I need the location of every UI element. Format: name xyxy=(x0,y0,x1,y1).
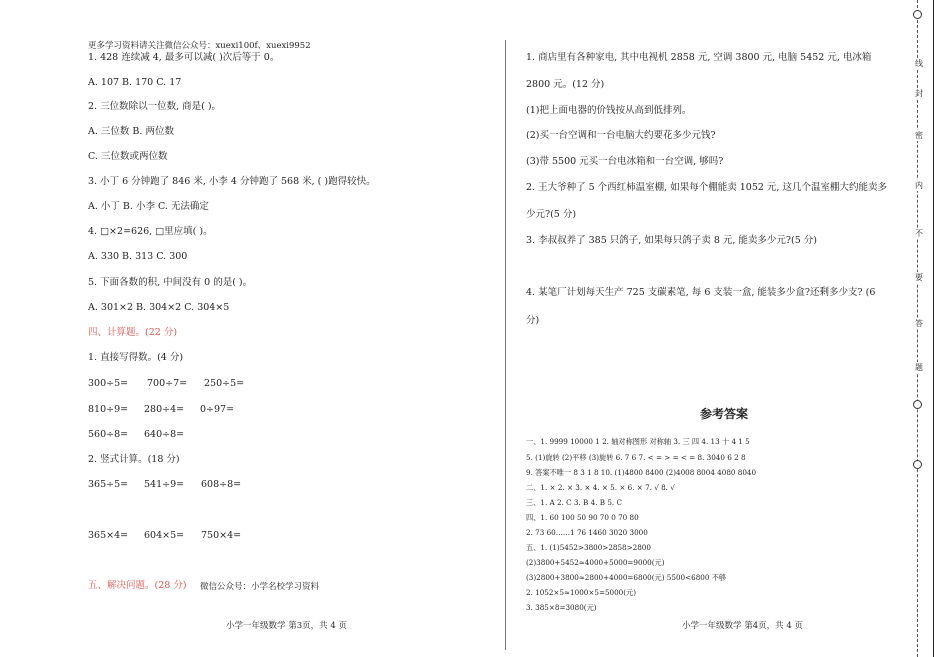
problem-1-line-2: 2800 元。(12 分) xyxy=(526,79,605,90)
binding-char: 封 xyxy=(912,88,926,99)
question-2-option-c: C. 三位数或两位数 xyxy=(88,151,168,162)
vertical-calc-item: 608÷8= xyxy=(201,479,242,490)
calc-item: 700÷7= xyxy=(147,378,188,389)
question-2: 2. 三位数除以一位数, 商是( )。 xyxy=(88,101,222,112)
answer-line: 2. 73 60……1 76 1460 3020 3000 xyxy=(526,528,648,537)
page-footer-left: 小学一年级数学 第3页，共 4 页 xyxy=(226,621,347,631)
vertical-calc-item: 365×4= xyxy=(88,530,129,541)
problem-4-line-2: 分) xyxy=(526,315,540,326)
binding-char: 不 xyxy=(912,228,926,239)
section-5-note: 微信公众号：小学名校学习资料 xyxy=(200,582,320,592)
binding-char: 要 xyxy=(912,272,926,283)
binding-char: 答 xyxy=(912,318,926,329)
problem-1-part-a: (1)把上面电器的价钱按从高到低排列。 xyxy=(526,105,692,116)
calc-2-title: 2. 竖式计算。(18 分) xyxy=(88,454,180,465)
question-4: 4. □×2=626, □里应填( )。 xyxy=(88,226,213,237)
question-1-options: A. 107 B. 170 C. 17 xyxy=(88,77,182,88)
question-1: 1. 428 连续减 4, 最多可以减( )次后等于 0。 xyxy=(88,52,280,63)
calc-item: 280÷4= xyxy=(144,404,185,415)
answer-line: 三、1. A 2. C 3. B 4. B 5. C xyxy=(526,498,622,507)
calc-1-title: 1. 直接写得数。(4 分) xyxy=(88,352,184,363)
question-2-options: A. 三位数 B. 两位数 xyxy=(88,126,174,137)
problem-4-line-1: 4. 某笔厂计划每天生产 725 支碳素笔, 每 6 支装一盒, 能装多少盒?还剩多少支? (6 xyxy=(526,287,876,298)
answer-line: 2. 1052×5≈1000×5=5000(元) xyxy=(526,588,637,597)
question-4-options: A. 330 B. 313 C. 300 xyxy=(88,251,188,262)
vertical-calc-item: 365÷5= xyxy=(88,479,129,490)
section-4-title: 四、计算题。(22 分) xyxy=(88,327,178,338)
problem-3: 3. 李叔叔养了 385 只鸽子, 如果每只鸽子卖 8 元, 能卖多少元?(5 分) xyxy=(526,235,817,246)
binding-char: 内 xyxy=(912,180,926,191)
question-5: 5. 下面各数的积, 中间没有 0 的是( )。 xyxy=(88,277,253,288)
problem-2-line-2: 少元?(5 分) xyxy=(526,209,577,220)
answer-line: 二、1. × 2. × 3. × 4. × 5. × 6. × 7. √ 8. √ xyxy=(526,483,675,492)
binding-char: 密 xyxy=(912,130,926,141)
calc-item: 810÷9= xyxy=(88,404,129,415)
page-divider xyxy=(505,40,506,650)
problem-1-part-c: (3)带 5500 元买一台电冰箱和一台空调, 够吗? xyxy=(526,156,724,167)
promo-header: 更多学习资料请关注微信公众号：xuexi100f、xuexi9952 xyxy=(88,41,311,51)
binding-border-line xyxy=(933,0,934,657)
vertical-calc-item: 750×4= xyxy=(201,530,242,541)
calc-item: 300÷5= xyxy=(88,378,129,389)
question-3-options: A. 小丁 B. 小李 C. 无法确定 xyxy=(88,201,209,212)
answer-line: 9. 答案不唯一 8 3 1 8 10. (1)4800 8400 (2)4008 8004 4080 8040 xyxy=(526,468,757,477)
calc-item: 560÷8= xyxy=(88,429,129,440)
calc-item: 0÷97= xyxy=(200,404,235,415)
answer-line: (2)3800+5452≈4000+5000=9000(元) xyxy=(526,558,665,567)
problem-1-part-b: (2)买一台空调和一台电脑大约要花多少元钱? xyxy=(526,130,716,141)
answer-line: (3)2800+3800≈2800+4000=6800(元) 5500<6800 不够 xyxy=(526,573,727,582)
binding-char: 题 xyxy=(912,362,926,373)
answer-key-title: 参考答案 xyxy=(700,407,749,421)
problem-2-line-1: 2. 王大爷种了 5 个西红柿温室棚, 如果每个棚能卖 1052 元, 这几个温室棚大约能卖多 xyxy=(526,182,887,193)
answer-line: 四、1. 60 100 50 90 70 0 70 80 xyxy=(526,513,639,522)
vertical-calc-item: 604×5= xyxy=(144,530,185,541)
answer-line: 五、1. (1)5452>3800>2858>2800 xyxy=(526,543,651,552)
answer-line: 5. (1)旋转 (2)平移 (3)旋转 6. 7 6 7. < = > = < = 8. 3040 6 2 8 xyxy=(526,453,746,462)
binding-hole-icon xyxy=(913,460,922,469)
binding-hole-icon xyxy=(913,10,922,19)
calc-item: 250÷5= xyxy=(204,378,245,389)
answer-line: 3. 385×8=3080(元) xyxy=(526,603,597,612)
calc-item: 640÷8= xyxy=(144,429,185,440)
problem-1-line-1: 1. 商店里有各种家电, 其中电视机 2858 元, 空调 3800 元, 电脑 5452 元, 电冰箱 xyxy=(526,52,872,63)
question-3: 3. 小丁 6 分钟跑了 846 米, 小李 4 分钟跑了 568 米, ( )跑得较快。 xyxy=(88,176,376,187)
binding-char: 线 xyxy=(912,58,926,69)
vertical-calc-item: 541÷9= xyxy=(144,479,185,490)
question-5-options: A. 301×2 B. 304×2 C. 304×5 xyxy=(88,302,230,313)
answer-line: 一、1. 9999 10000 1 2. 轴对称图形 对称轴 3. 三 四 4. 13 十 4 1 5 xyxy=(526,437,750,446)
section-5-title: 五、解决问题。(28 分) xyxy=(88,580,187,591)
page-footer-right: 小学一年级数学 第4页，共 4 页 xyxy=(682,621,803,631)
binding-hole-icon xyxy=(913,400,922,409)
